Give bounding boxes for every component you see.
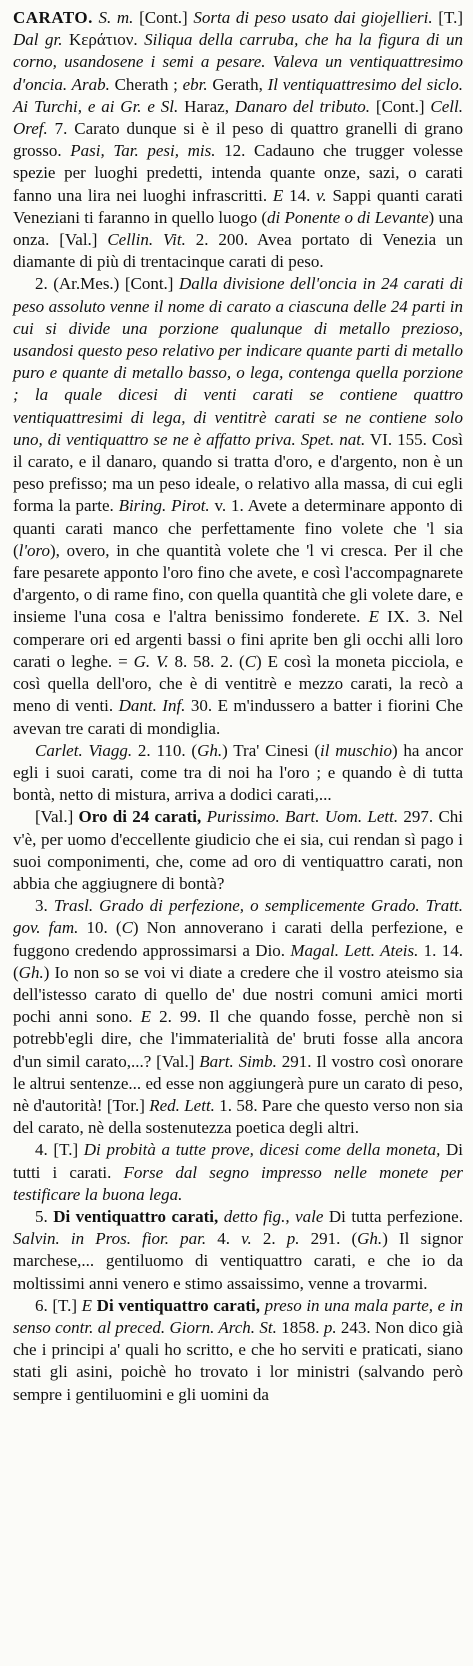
italic-run: E bbox=[140, 1007, 152, 1027]
italic-run: Pasi, Tar. pesi, mis. bbox=[70, 141, 216, 161]
italic-run: Dal gr. bbox=[13, 30, 63, 50]
entry-sense-8 bbox=[13, 1295, 463, 1406]
text-run: ) E così la moneta picciola, e così quella dell'oro, che è di ventitrè e mezzo carati, la recò a meno di venti. bbox=[13, 651, 463, 716]
italic-run: Danaro del tributo. bbox=[234, 96, 371, 116]
text-run: Haraz, bbox=[178, 96, 235, 116]
italic-run: Siliqua della carruba, che ha la figura di un corno, usandosene i semi a pesare. Valeva un ventiquattresimo d'oncia. Arab. bbox=[13, 30, 464, 94]
entry-sense-3 bbox=[13, 740, 463, 807]
text-run: ), overo, in che quantità volete che 'l vi cresca. Per il che fare pesarete apponto l'oro fino che avete, e così l'accompagnarete d'argento, o di rame fino, con quella quantità che gli volete dare, e insieme l'una cosa e l'altra benissimo fonderete. bbox=[13, 540, 463, 627]
text-run: 7. Carato dunque si è il peso di quattro granelli di grano grosso. bbox=[13, 119, 463, 161]
headword: CARATO. bbox=[13, 8, 93, 27]
italic-run: Di probità a tutte prove, dicesi come della moneta, bbox=[83, 1140, 441, 1160]
entry-sense-4 bbox=[13, 806, 463, 895]
entry-sense-5 bbox=[13, 895, 463, 1139]
text-run: [Val.] bbox=[35, 807, 79, 827]
italic-run: Gh. bbox=[197, 740, 223, 760]
text-run: 1. 14. ( bbox=[13, 940, 464, 982]
text-run: 291. Il vostro così onorare le altrui sentenze... ed esse non aggiungerà pure un carato di peso, nè d'autorità! [Tor.] bbox=[13, 1051, 464, 1115]
text-run: 4. bbox=[206, 1229, 242, 1249]
italic-run: Cellin. Vit. bbox=[107, 230, 186, 250]
text-run: 243. Non dico già che i principi a' quali ho scritto, e che ho serviti e praticati, siano stati gli asini, poichè ho trovato i lor ministri (salvando però sempre i gentiluomini e gli uomini da bbox=[13, 1317, 463, 1404]
entry-definition bbox=[13, 7, 463, 273]
italic-run: Dalla divisione dell'oncia in 24 carati di peso assoluto venne il nome di carato a ciascuna delle 24 parti in cui si divide una porzione qualunque di metallo prezioso, usandosi questo peso relativo per indicare quante parti di metallo puro e quante di metallo basso, o lega, contenga quella porzione ; la quale dicesi di venti carati se contiene quattro ventiquattresimi di lega, di ventitrè carati se ne contiene solo uno, di ventiquattro se ne è affatto priva. Spet. nat. bbox=[13, 274, 463, 449]
text-run: Κεράτιον. bbox=[62, 30, 145, 50]
phrase-headword: Di ventiquattro carati, bbox=[53, 1206, 219, 1226]
italic-run: E bbox=[368, 607, 379, 627]
text-run: 1. 58. Pare che questo verso non sia del carato, nè della sostenutezza poetica degli altri. bbox=[13, 1095, 463, 1138]
italic-run: di Ponente o di Levante bbox=[267, 207, 429, 227]
text-run: ) Io non so se voi vi diate a credere che il vostro ateismo sia dell'istesso carato di quello de' due nostri comuni amici morti pochi anni sono. bbox=[13, 962, 463, 1027]
phrase-headword: Oro di 24 carati, bbox=[78, 807, 202, 827]
text-run: ) Non annoverano i carati della perfezione, e fuggono credendo approssimarsi a Dio. bbox=[13, 918, 463, 960]
text-run: [T.] bbox=[432, 8, 463, 27]
italic-run: detto fig., vale bbox=[223, 1206, 324, 1226]
text-run: Gerath, bbox=[207, 74, 268, 94]
text-run: 2. 110. ( bbox=[132, 740, 198, 760]
text-run: v. 1. Avete a determinare apponto di quanti carati manco che perfettamente fino volete che 'l sia ( bbox=[13, 496, 463, 560]
italic-run: Dant. Inf. bbox=[118, 696, 186, 716]
italic-run: v. bbox=[241, 1229, 252, 1249]
text-run: VI. 155. Così il carato, e il danaro, quando si tratta d'oro, e d'argento, non è un peso prefisso; ma un peso ideale, o relativo alla massa, di cui egli forma la parte. bbox=[13, 429, 464, 516]
italic-run: p. bbox=[323, 1317, 337, 1337]
italic-run: C bbox=[121, 918, 133, 938]
entry-sense-6 bbox=[13, 1139, 463, 1206]
italic-run: S. m. bbox=[98, 8, 134, 27]
text-run: 4. [T.] bbox=[35, 1140, 84, 1160]
text-run: Cherath ; bbox=[109, 74, 183, 94]
text-run: IX. 3. Nel comperare ori ed argenti bassi o fini aprite ben gli occhi alli loro carati o leghe. = bbox=[13, 607, 464, 671]
text-run: 30. E m'indussero a batter i fiorini Che avevan tre carati di mondiglia. bbox=[13, 696, 463, 738]
italic-run: Magal. Lett. Ateis. bbox=[290, 940, 419, 960]
italic-run: il muschio bbox=[320, 740, 392, 760]
italic-run: E bbox=[272, 185, 284, 205]
italic-run: Purissimo. Bart. Uom. Lett. bbox=[206, 807, 399, 827]
italic-run: Cell. Oref. bbox=[13, 96, 463, 139]
text-run: 1858. bbox=[276, 1317, 324, 1337]
italic-run: preso in una mala parte, e in senso contr. al preced. Giorn. Arch. St. bbox=[13, 1295, 463, 1337]
italic-run: Carlet. Viagg. bbox=[35, 740, 133, 760]
italic-run: Biring. Pirot. bbox=[118, 496, 210, 516]
text-run: 8. 58. 2. ( bbox=[168, 651, 245, 671]
text-run: 297. Chi v'è, per uomo d'eccellente giudicio che ei sia, cui rendan sì pago i suoi componimenti, che, come ad oro di ventiquattro carati, non abbia che aggiugnere di bontà? bbox=[13, 807, 463, 893]
text-run: Di tutta perfezione. bbox=[323, 1206, 463, 1226]
italic-run: Sorta di peso usato dai giojellieri. bbox=[193, 8, 433, 27]
italic-run: Trasl. Grado di perfezione, o semplicemente Grado. Tratt. gov. fam. bbox=[13, 896, 463, 938]
text-run: 5. bbox=[35, 1206, 54, 1226]
entry-sense-7 bbox=[13, 1206, 463, 1295]
text-run: 14. bbox=[283, 185, 317, 205]
entry-sense-2 bbox=[13, 273, 463, 739]
text-run: 3. bbox=[35, 896, 54, 916]
italic-run: l'oro bbox=[18, 540, 51, 560]
text-run: Di tutti i carati. bbox=[13, 1140, 464, 1182]
text-run: 12. Cadauno che trugger volesse spezie per luoghi predetti, intenda quante onze, sazi, o carati fanno una lira nei luoghi infrascritti. bbox=[13, 141, 463, 205]
italic-run: Red. Lett. bbox=[149, 1095, 215, 1115]
phrase-headword: Di ventiquattro carati, bbox=[96, 1295, 260, 1315]
italic-run: Gh. bbox=[357, 1229, 383, 1249]
text-run: 10. ( bbox=[78, 918, 122, 938]
text-run: ) una onza. [Val.] bbox=[13, 207, 463, 250]
text-run: ) Tra' Cinesi ( bbox=[222, 740, 321, 760]
italic-run: ebr. bbox=[182, 74, 208, 94]
italic-run: Forse dal segno impresso nelle monete per testificare la buona lega. bbox=[13, 1162, 463, 1204]
italic-run: E bbox=[81, 1295, 93, 1315]
italic-run: v. bbox=[316, 185, 327, 205]
text-run: ) ha ancor egli i suoi carati, come tra di noi ha l'oro ; e quando è di tutta bontà, netto di mistura, arriva a dodici carati,... bbox=[13, 740, 464, 805]
italic-run: Salvin. in Pros. fior. par. bbox=[13, 1229, 207, 1249]
italic-run: Il ventiquattresimo del siclo. Ai Turchi, e ai Gr. e Sl. bbox=[13, 74, 463, 116]
text-run: ) Il signor marchese,... gentiluomo di ventiquattro carati, e che io da moltissimi anni venero e stimo assaissimo, venne a trovarmi. bbox=[13, 1229, 463, 1293]
italic-run: Gh. bbox=[18, 962, 44, 982]
italic-run: Bart. Simb. bbox=[199, 1051, 277, 1071]
text-run: 2. 200. Avea portato di Venezia un diamante di più di trentacinque carati di peso. bbox=[13, 230, 463, 272]
text-run: Sappi quanti carati Veneziani ti faranno in quello luogo ( bbox=[13, 185, 463, 227]
italic-run: G. V. bbox=[133, 651, 169, 671]
text-run: 2. bbox=[251, 1229, 287, 1249]
text-run: [Cont.] bbox=[133, 8, 194, 27]
text-run: 6. [T.] bbox=[35, 1295, 82, 1315]
text-run: 2. (Ar.Mes.) [Cont.] bbox=[35, 274, 179, 294]
text-run: 2. 99. Il che quando fosse, perchè non si potrebb'egli dire, che l'immaterialità de' bruti fosse alla ancora d'un simil carato,...? [Val.] bbox=[13, 1007, 463, 1071]
italic-run: p. bbox=[286, 1229, 300, 1249]
text-run: [Cont.] bbox=[370, 96, 431, 116]
italic-run: C bbox=[244, 651, 257, 671]
text-run: 291. ( bbox=[299, 1229, 358, 1249]
